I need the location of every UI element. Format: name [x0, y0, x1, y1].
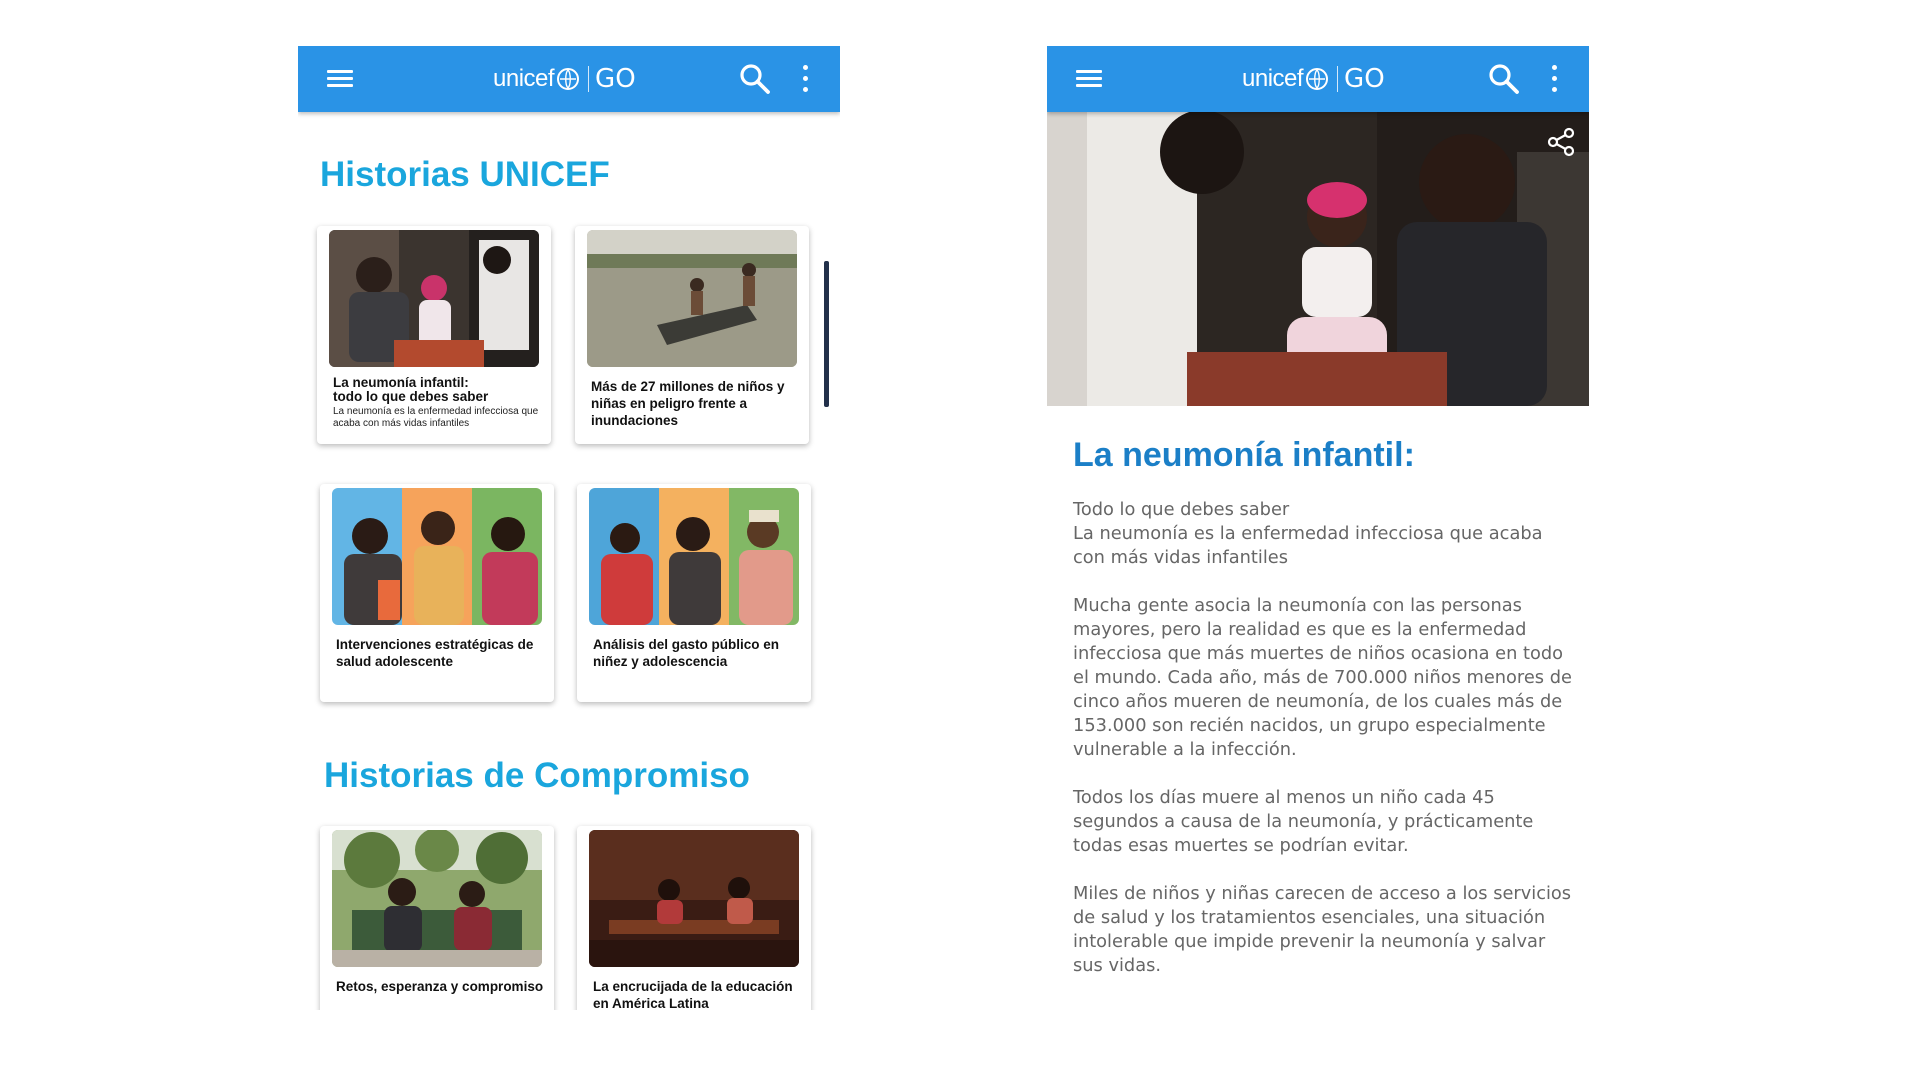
logo-go: GO — [1344, 64, 1385, 94]
story-card-gasto-publico[interactable] — [577, 484, 811, 702]
search-icon[interactable] — [1487, 62, 1521, 96]
unicef-globe-icon — [1305, 67, 1329, 91]
story-title: Más de 27 millones de niños y niñas en peligro frente a inundaciones — [591, 379, 785, 428]
section-title-historias-compromiso: Historias de Compromiso — [324, 756, 750, 795]
more-vert-icon[interactable] — [1547, 63, 1561, 95]
menu-icon[interactable] — [1073, 65, 1105, 93]
story-title: Análisis del gasto público en niñez y adolescencia — [593, 637, 780, 669]
story-title: Intervenciones estratégicas de salud adolescente — [336, 637, 534, 669]
article-hero-image — [1047, 112, 1589, 406]
story-card-educacion[interactable] — [577, 826, 811, 1010]
unicef-go-logo — [493, 60, 636, 98]
unicef-globe-icon — [556, 67, 580, 91]
share-icon[interactable] — [1545, 126, 1577, 158]
article-title: La neumonía infantil: — [1073, 436, 1415, 474]
app-bar — [1047, 46, 1589, 112]
search-icon[interactable] — [738, 62, 772, 96]
article-paragraph: Mucha gente asocia la neumonía con las personas mayores, pero la realidad es que es la enfermedad infecciosa que más muertes de niños ocasiona en todo el mundo. Cada año, más de 700.000 niños menores de cinco años mueren de neumonía, de los cuales más de 153.000 son recién nacidos, un grupo especialmente vulnerable a la infección. — [1073, 595, 1572, 760]
logo-wordmark: unicef — [1242, 65, 1304, 92]
logo-divider — [588, 66, 589, 92]
story-thumbnail — [329, 230, 539, 367]
story-title: Retos, esperanza y compromiso — [336, 979, 544, 994]
story-thumbnail — [332, 488, 542, 625]
story-thumbnail — [332, 830, 542, 967]
story-thumbnail — [587, 230, 797, 367]
article-paragraph: Todos los días muere al menos un niño cada 45 segundos a causa de la neumonía, y prácticamente todas esas muertes se podrían evitar. — [1073, 787, 1534, 856]
article-screen — [1047, 46, 1589, 1010]
app-bar — [298, 46, 840, 112]
story-card-inundaciones[interactable] — [575, 226, 809, 444]
scrollbar[interactable] — [824, 261, 829, 407]
unicef-go-logo — [1242, 60, 1385, 98]
story-thumbnail — [589, 488, 799, 625]
logo-wordmark: unicef — [493, 65, 555, 92]
story-thumbnail — [589, 830, 799, 967]
logo-go: GO — [595, 64, 636, 94]
logo-divider — [1337, 66, 1338, 92]
article-body — [1073, 498, 1573, 1002]
story-list-screen — [298, 46, 840, 1010]
article-intro: Todo lo que debes saber La neumonía es la enfermedad infecciosa que acaba con más vidas infantiles — [1073, 499, 1543, 568]
section-title-historias-unicef: Historias UNICEF — [320, 155, 610, 194]
story-card-retos[interactable] — [320, 826, 554, 1010]
menu-icon[interactable] — [324, 65, 356, 93]
story-title: La encrucijada de la educación en América Latina — [593, 979, 793, 1010]
story-subtitle: La neumonía es la enfermedad infecciosa que acaba con más vidas infantiles — [333, 406, 539, 429]
more-vert-icon[interactable] — [798, 63, 812, 95]
story-title: La neumonía infantil: todo lo que debes saber — [333, 375, 489, 404]
story-card-salud-adolescente[interactable] — [320, 484, 554, 702]
article-paragraph: Miles de niños y niñas carecen de acceso a los servicios de salud y los tratamientos esenciales, una situación intolerable que impide prevenir la neumonía y salvar sus vidas. — [1073, 883, 1572, 976]
story-card-neumonia[interactable] — [317, 226, 551, 444]
